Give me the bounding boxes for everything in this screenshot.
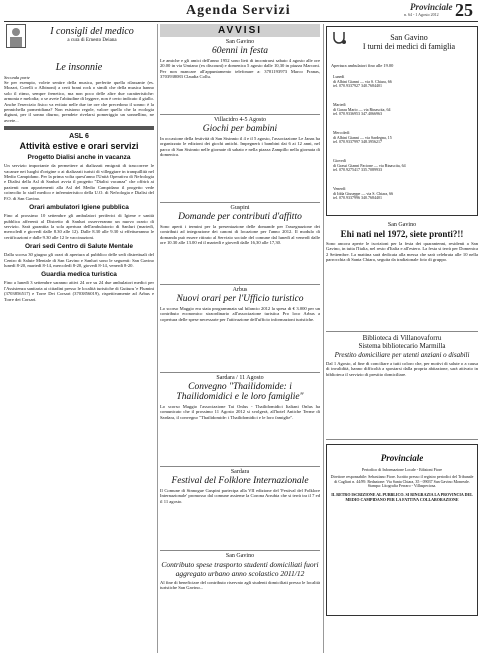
rota-doctor: di Albini Gianni [333, 134, 359, 140]
rota-day: Giovedì [333, 158, 346, 163]
announcement-body: Sono ancora aperte le iscrizioni per la festa dei quarantenni, residenti a San Gavino, in tutta l'Italia, nel resto d'Italia e all'estero. La festa si terrà per Domenica 2 Settembre. La mattina sarà dedicata alla messa che sarà celebrata alle 10 nella parrocchia di Santa Chiara, seguita da tradizionale foto di gruppo. [326, 241, 478, 263]
announcement-heading: Giochi per bambini [202, 124, 278, 134]
announcement [160, 467, 320, 551]
issue-info: n. 64 - 1 Agosto 2012 [404, 12, 439, 17]
announcement [326, 220, 478, 332]
rota-doctor: di Idda Giuseppe [333, 190, 361, 196]
subhead-salute-mentale: Orari sedi Centro di Salute Mentale [25, 243, 133, 251]
publisher-footer: IL RETRO ISCRIZIONE AL PUBBLICO. SI RINGRAZIA LA PROVINCIA DEL MEDIO CAMPIDANO PER LA FATTIVA COLLABORAZIONE [331, 492, 473, 502]
article-label: Seconda parte [4, 75, 30, 80]
announcement [160, 373, 320, 467]
column-divider [323, 24, 324, 653]
rota-row: Mercoledì di Albini Gianni — via Sardegna, 15 tel. 070.9337997 348.3956217 [333, 131, 473, 145]
column-author: a cura di Ernesto Deiana [67, 38, 117, 43]
rota-address: via Rinascita, 64 [378, 162, 406, 168]
announcement-body: Il Comune di Sinnogue Guspini partecipa alla VII edizione del 'Festival del Folklore Internazionale' promosso dal comune assieme la Corona Arrubia che si terrà tra il 7 ed il 11 agosto. [160, 488, 320, 504]
announcement-heading: Ehi nati nel 1972, siete pronti?!! [340, 229, 464, 239]
rota-day: Lunedì [333, 74, 345, 79]
announcement-body: Dal 1 Agosto, al fine di conciliare a tutti coloro che, per motivi di salute o a causa di invalidità, hanno difficoltà a spostarsi dalla propria abitazione, sarà attivato in biblioteca il servizio di prestito domiciliare. [326, 361, 478, 377]
header-rule [4, 21, 478, 22]
page-number: 25 [455, 0, 473, 20]
publisher-box [326, 444, 478, 616]
announcement-location: San Gavino [225, 553, 255, 559]
rota-heading: I turni dei medici di famiglia [362, 42, 456, 51]
stethoscope-icon [331, 31, 347, 45]
announcement-location: Biblioteca di Villanovaforru [362, 334, 442, 342]
announcement-heading: Festival del Folklore Internazionale [171, 476, 309, 486]
rota-phone: tel. 070.9336953 347.4066963 [333, 111, 382, 117]
rota-doctor: di Grassi Gianni Pacione [333, 162, 373, 168]
body-salute-mentale: Dalla scorsa 30 giugno gli orari di apertura al pubblico delle sedi distrettuali del Centro di Salute Mentale di San Gavino e Sanluri sono le seguenti: San Gavino lunedì 8-20, martedì 8-14, mercoledì 8-20, giovedì 8-14, venerdì 8-20. [4, 252, 154, 268]
rota-row: Venerdì di Idda Giuseppe — via S. Chiara, 66 tel. 070.9337996 340.7684401 [333, 187, 473, 201]
rota-phone: tel. 070.9337927 340.7684401 [333, 83, 382, 89]
announcement [160, 203, 320, 285]
section-subheading: Progetto Dialisi anche in vacanza [27, 154, 131, 162]
publisher-logo: Provinciale [380, 453, 424, 463]
column-divider [157, 24, 158, 653]
rota-doctor: di Albini Gianni [333, 78, 359, 84]
rota-title [349, 33, 469, 51]
rota-row: Martedì di Garau Mario — via Rinascita, 64 tel. 070.9336953 347.4066963 [333, 103, 473, 117]
announcement [160, 285, 320, 373]
rota-doctor: di Garau Mario [333, 106, 358, 112]
doctor-portrait-icon [6, 24, 26, 48]
announcement-body: In occasione della festività di San Sisinnio il 4 e il 5 agosto, l'associazione Le Janas ha organizzato le edizioni dei giochi antichi. Impegnerà i bambini dai 6 ai 12 anni, nel parco di San Sisinnio nelle giornate di sabato e nella piazza Zampillo nella giornata di domenica. [160, 136, 320, 158]
announcement-location: Arbus [232, 287, 248, 293]
announcement-heading: Contributo spese trasporto studenti domiciliati fuori aggregato urbano anno scolastico 2011/12 [161, 560, 319, 578]
announcement-body: Le amiche e gli amici dell'anno 1952 sono lieti di incontrarsi sabato 4 agosto alle ore 20.00 in via Umiano (ex discount) e domenica 5 agosto dalle 10,30 in piazza Marconi. Per non mancare all'appuntamento telefonare a: 3701193973 Marco Franas, 3703938083 Claudia Collu. [160, 58, 320, 80]
article-title: Le insonnie [55, 62, 103, 73]
announcement-list [160, 37, 320, 651]
announcement-heading: Prestito domiciliare per utenti anziani o disabili [334, 351, 470, 359]
announcement-location: Guspini [230, 205, 250, 211]
subhead-igiene: Orari ambulatori Igiene pubblica [29, 204, 129, 212]
announcement-body: Sono aperti i termini per la presentazione delle domande per l'assegnazione dei contributi ad integrazione dei canoni di locazione per l'anno 2012. Il modulo di domanda può essere ritirato al Servizio sociale del comune dal lunedì al venerdì dalle ore 10.30 alle 13.00 ed il martedì e giovedì dalle 16,30 alle 17,30. [160, 224, 320, 246]
rota-row: Lunedì di Albini Gianni — via S. Chiara, 66 tel. 070.9337927 340.7684401 [333, 75, 473, 89]
rota-row: Giovedì di Grassi Gianni Pacione — via Rinascita, 64 tel. 070.9275417 335.7089933 [333, 159, 473, 173]
rota-day: Martedì [333, 102, 346, 107]
announcement-location: San Gavino [387, 222, 417, 228]
rota-phone: tel. 070.9275417 335.7089933 [333, 167, 382, 173]
avvisi-banner: AVVISI [160, 24, 320, 37]
subhead-guardia-medica: Guardia medica turistica [41, 271, 117, 279]
rota-address: via S. Chiara, 66 [366, 190, 394, 196]
brand-name: Provinciale [410, 2, 453, 12]
publisher-details: Direttore responsabile: Sebastiano Fiore. Iscritto presso il registro periodici del Tribunale di Cagliari n. 44/89. Redazione: Via Santa Chiara, 35 - 09037 San Gavino Monreale. Stampa: Litografia Ferraro - Villaspeciosa. [330, 473, 474, 489]
body-igiene: Fino al prossimo 10 settembre gli ambulatori periferici di Igiene e sanità pubblica afferenti al Distretto di Sanluri osserveranno un nuovo orario di servizio. Sarà garantita la sola apertura dell'ambulatorio di Sanluri (martedì, mercoledì e giovedì dalle 8.30 alle 12). Dalle 8.30 alle 9.30 si effettueranno le certificazioni e dalle 9.30 alle 12 le vaccinazioni. [4, 213, 154, 240]
column-title: I consigli del medico [50, 26, 134, 37]
doctors-rota-box [326, 26, 478, 216]
announcement-body: Lo scorso Maggio era stata programmata sul bilancio 2012 la spesa di € 3.000 per un contributo economico straordinario all'associazione turistica Pro loco Arbus a copertura delle spese necessarie per l'attivazione dell'ufficio informazioni turistiche. [160, 306, 320, 322]
rota-day: Mercoledì [333, 130, 350, 135]
announcement-location: Sardara [230, 469, 250, 475]
announcement [160, 115, 320, 203]
section-title: Agenda Servizi [186, 3, 291, 18]
body-guardia-medica: Fino a lunedì 3 settembre saranno attivi 24 ore su 24 due ambulatori medici per l'Assistenza sanitaria ai cittadini presso le località turistiche di Gutturu 'e Flumini (3703856517) e Torre Dei Corsari (3703856019), rispettivamente ad Arbus e Torre dei Corsari. [4, 280, 154, 302]
rota-address: via Sardegna, 15 [365, 134, 392, 140]
announcement-body: Al fine di beneficiare del contributo riservato agli studenti domiciliati presso le località turistiche San Gavino... [160, 580, 320, 591]
section-label: ASL 6 [69, 133, 89, 141]
announcement-body: Lo scorso Maggio l'associazione Tai Onlus - Thailidomidici Italiani Onlus ha comunicato che il prossimo 11 Agosto 2012 si svolgerà, all'hotel Antiche Terme di Sardara, il convegno "Thailidomide: i Thailidomidici e le loro famiglie". [160, 404, 320, 420]
section-heading: Attività estive e orari servizi [19, 141, 139, 152]
announcement [160, 551, 320, 651]
rota-location: San Gavino [390, 33, 428, 42]
announcement-subheading: Sistema bibliotecario Marmilla [358, 342, 446, 350]
publisher-tagline: Periodico di Informazione Locale - Edizioni Fiore [361, 467, 443, 472]
column-masthead [4, 24, 154, 54]
rota-phone: tel. 070.9337996 340.7684401 [333, 195, 382, 201]
publisher-masthead [330, 448, 474, 466]
rota-day: Venerdì [333, 186, 346, 191]
rota-address: via S. Chiara, 66 [365, 78, 392, 84]
column-avvisi [160, 24, 320, 653]
announcement-location: San Gavino [225, 39, 255, 45]
rota-hours: Apertura ambulatori fino alle 19.00 [331, 63, 394, 68]
column-health [4, 24, 154, 653]
announcement-location: Villacidro 4-5 Agosto [214, 117, 266, 123]
rota-phone: tel. 070.9337997 348.3956217 [333, 139, 382, 145]
announcement [160, 37, 320, 115]
page-header [0, 0, 482, 22]
announcement-heading: Nuovi orari per l'Ufficio turistico [176, 294, 304, 304]
announcement-heading: Domande per contributi d'affitto [178, 212, 302, 222]
rota-address: via Rinascita, 64 [363, 106, 391, 112]
section-bar [4, 126, 154, 130]
announcement [326, 332, 478, 440]
column-right [326, 24, 478, 653]
announcement-location: Sardara / 11 Agosto [216, 375, 264, 381]
section-body: Un servizio importante da permettere ai dializzati emigrati di trascorrere le vacanze nei luoghi d'origine o ai dializzati turisti di villeggiare in tranquillità nel Medio Campidano. Per la prima volta quest'anno l'Unità Operativa di Nefrologia e Dialisi della Asl di Sanluri avvia il progetto "Dialisi vacanza" che offrirà ai pazienti non appartenenti alla Asl del Medio Campidano il progetto vede coinvolto lo staff medico e infermieristico della U.O. di Nefrologia e Dialisi del P.O. di San Gavino. [4, 163, 154, 201]
announcement-heading: 60enni in festa [212, 46, 268, 56]
article-body: Se per esempio, volete sentire della musica, preferite quella rilassante (es. Mozart, Corelli o Albinoni) a certi brani rock o simili che della musica hanno solo il ritmo, sempre frenetico, ma non poco delle altre due caratteristiche: armonia e melodia; o se avete l'abitudine di leggere, non è certo indicato il giallo. Anche l'esercizio fisico va evitato nelle due tre ore che precedono il sonno: è la pennichella pomeridiana? Non esistono regole, valore quello che la ecologia digiuni, per il sonno diurno, prendete rivelarsi pomeriggio un sonnellino, ne avrete... [4, 80, 154, 123]
announcement-heading: Convegno "Thailidomide: i Thailidomidici e le loro famiglie" [176, 382, 304, 402]
